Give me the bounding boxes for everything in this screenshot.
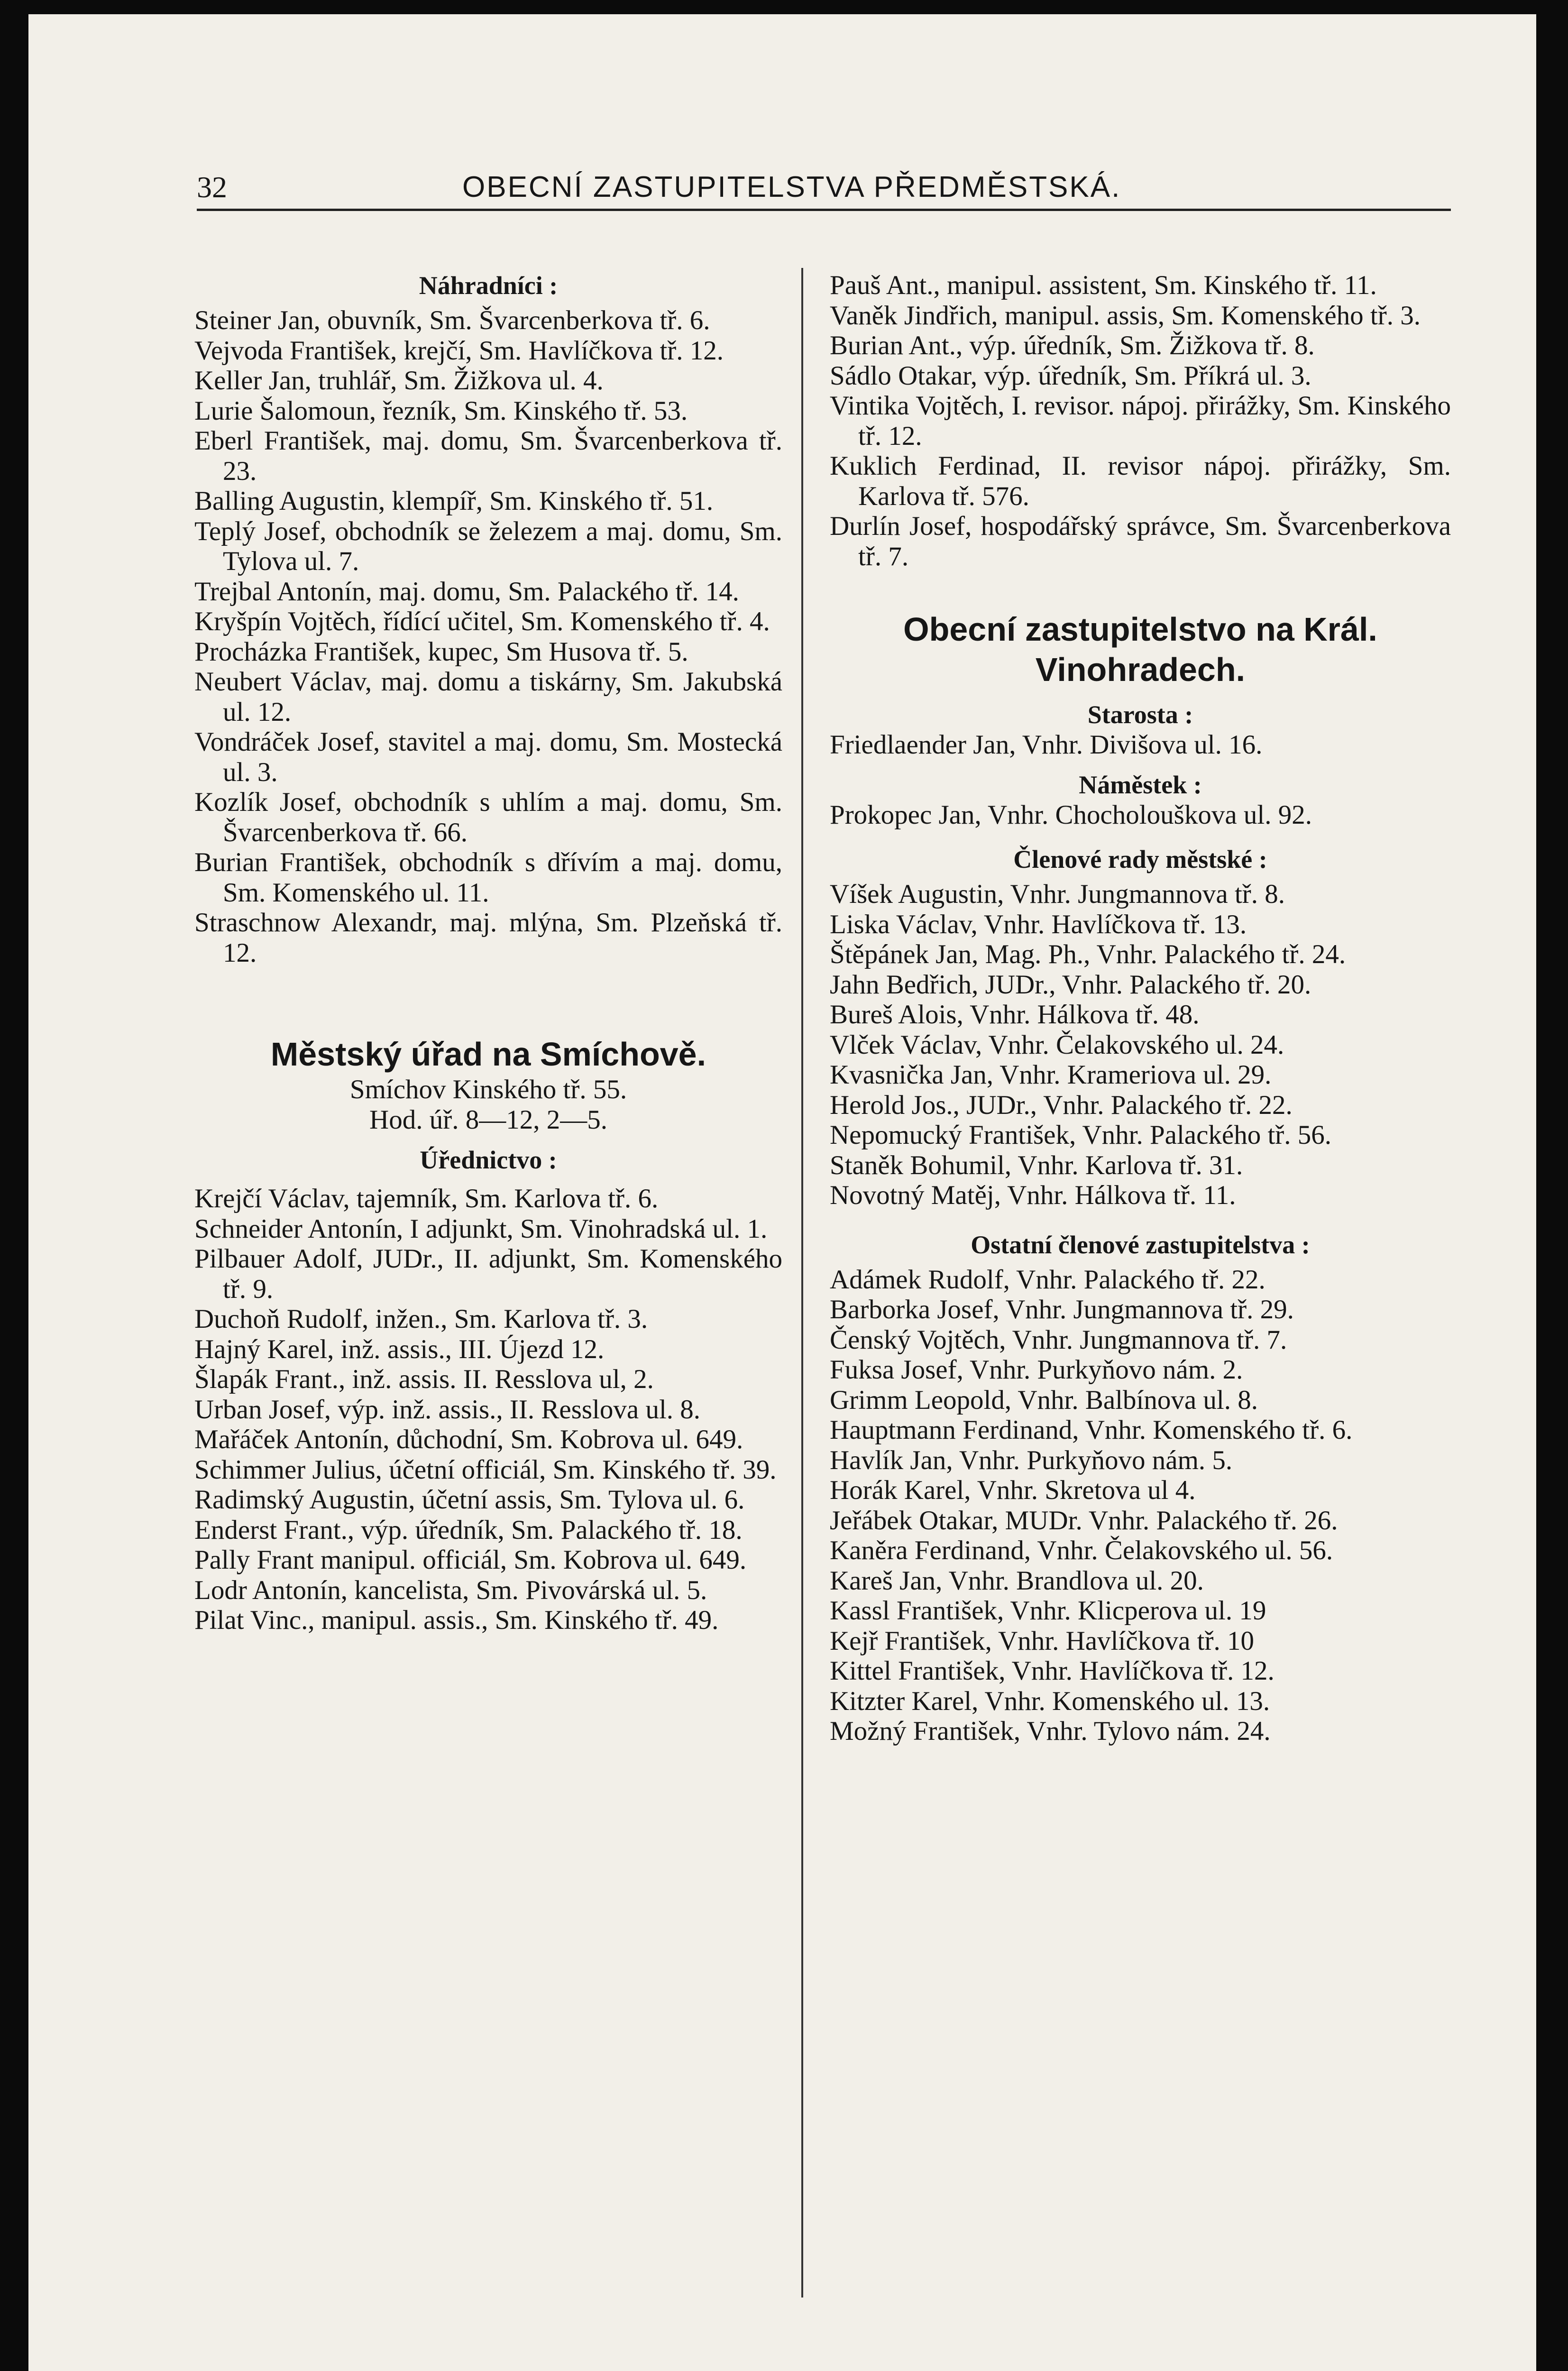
list-item: Kozlík Josef, obchodník s uhlím a maj. domu, Sm. Švarcenberkova tř. 66. xyxy=(194,787,782,847)
list-item: Procházka František, kupec, Sm Husova tř. 5. xyxy=(194,636,688,667)
list-item: Kitzter Karel, Vnhr. Komenského ul. 13. xyxy=(830,1686,1270,1716)
list-item: Steiner Jan, obuvník, Sm. Švarcenberkova tř. 6. xyxy=(194,305,710,335)
list-item: Pilat Vinc., manipul. assis., Sm. Kinského tř. 49. xyxy=(194,1605,719,1635)
list-item: Eberl František, maj. domu, Sm. Švarcenberkova tř. 23. xyxy=(194,426,782,486)
list-item: Urban Josef, výp. inž. assis., II. Resslova ul. 8. xyxy=(194,1394,701,1424)
list-item: Kassl František, Vnhr. Klicperova ul. 19 xyxy=(830,1596,1266,1626)
right-column xyxy=(830,270,1451,1746)
list-item: Havlík Jan, Vnhr. Purkyňovo nám. 5. xyxy=(830,1445,1233,1475)
document-page xyxy=(28,14,1536,2371)
members-list xyxy=(830,1265,1451,1746)
list-item: Jahn Bedřich, JUDr., Vnhr. Palackého tř. 20. xyxy=(830,969,1311,1000)
substitutes-list xyxy=(194,305,782,968)
list-item: Neubert Václav, maj. domu a tiskárny, Sm. Jakubská ul. 12. xyxy=(194,667,782,727)
list-item: Novotný Matěj, Vnhr. Hálkova tř. 11. xyxy=(830,1180,1236,1210)
running-title: OBECNÍ ZASTUPITELSTVA PŘEDMĚSTSKÁ. xyxy=(462,171,1121,203)
office-address: Smíchov Kinského tř. 55. xyxy=(349,1075,627,1104)
list-item: Pilbauer Adolf, JUDr., II. adjunkt, Sm. Komenského tř. 9. xyxy=(194,1244,782,1304)
list-item: Enderst Frant., výp. úředník, Sm. Palackého tř. 18. xyxy=(194,1515,743,1545)
list-item: Bureš Alois, Vnhr. Hálkova tř. 48. xyxy=(830,1000,1200,1029)
substitutes-heading: Náhradníci : xyxy=(419,271,558,300)
column-divider xyxy=(801,268,803,2297)
list-item: Šlapák Frant., inž. assis. II. Resslova ul, 2. xyxy=(194,1364,654,1394)
list-item: Trejbal Antonín, maj. domu, Sm. Palackého tř. 14. xyxy=(194,576,739,607)
list-item: Kaněra Ferdinand, Vnhr. Čelakovského ul. 56. xyxy=(830,1535,1333,1565)
list-item: Hajný Karel, inž. assis., III. Újezd 12. xyxy=(194,1334,605,1364)
list-item: Vintika Vojtěch, I. revisor. nápoj. přirážky, Sm. Kinského tř. 12. xyxy=(830,391,1451,451)
list-item: Balling Augustin, klempíř, Sm. Kinského tř. 51. xyxy=(194,486,714,516)
list-item: Duchoň Rudolf, inžen., Sm. Karlova tř. 3. xyxy=(194,1304,648,1334)
council-heading: Obecní zastupitelstvo na Král. Vinohradech. xyxy=(903,611,1377,688)
staff-list xyxy=(194,1184,782,1636)
list-item: Straschnow Alexandr, maj. mlýna, Sm. Plzeňská tř. 12. xyxy=(194,908,782,968)
list-item: Staněk Bohumil, Vnhr. Karlova tř. 31. xyxy=(830,1150,1243,1180)
board-list xyxy=(830,879,1451,1211)
list-item: Schneider Antonín, I adjunkt, Sm. Vinohradská ul. 1. xyxy=(194,1213,768,1244)
list-item: Fuksa Josef, Vnhr. Purkyňovo nám. 2. xyxy=(830,1355,1243,1385)
mayor-heading: Starosta : xyxy=(1087,700,1193,729)
deputy-heading: Náměstek : xyxy=(1079,770,1202,799)
list-item: Kuklich Ferdinad, II. revisor nápoj. přirážky, Sm. Karlova tř. 576. xyxy=(830,451,1451,511)
board-heading: Členové rady městské : xyxy=(1013,845,1267,873)
list-item: Vlček Václav, Vnhr. Čelakovského ul. 24. xyxy=(830,1029,1284,1060)
list-item: Kryšpín Vojtěch, řídící učitel, Sm. Komenského tř. 4. xyxy=(194,607,770,636)
list-item: Horák Karel, Vnhr. Skretova ul 4. xyxy=(830,1475,1196,1505)
list-item: Štěpánek Jan, Mag. Ph., Vnhr. Palackého tř. 24. xyxy=(830,939,1346,969)
list-item: Vejvoda František, krejčí, Sm. Havlíčkova tř. 12. xyxy=(194,335,724,366)
page-number: 32 xyxy=(197,170,227,204)
list-item: Pauš Ant., manipul. assistent, Sm. Kinského tř. 11. xyxy=(830,270,1377,300)
list-item: Čenský Vojtěch, Vnhr. Jungmannova tř. 7. xyxy=(830,1324,1287,1355)
staff-heading: Úřednictvo : xyxy=(420,1146,557,1174)
continued-staff-list xyxy=(830,270,1451,571)
list-item: Kareš Jan, Vnhr. Brandlova ul. 20. xyxy=(830,1565,1204,1596)
list-item: Adámek Rudolf, Vnhr. Palackého tř. 22. xyxy=(830,1264,1265,1295)
list-item: Pally Frant manipul. officiál, Sm. Kobrova ul. 649. xyxy=(194,1545,747,1575)
list-item: Herold Jos., JUDr., Vnhr. Palackého tř. 22. xyxy=(830,1090,1293,1120)
list-item: Kvasnička Jan, Vnhr. Krameriova ul. 29. xyxy=(830,1060,1272,1090)
list-item: Víšek Augustin, Vnhr. Jungmannova tř. 8. xyxy=(830,879,1285,909)
list-item: Durlín Josef, hospodářský správce, Sm. Švarcenberkova tř. 7. xyxy=(830,511,1451,571)
list-item: Burian Ant., výp. úředník, Sm. Žižkova tř. 8. xyxy=(830,331,1315,360)
list-item: Kejř František, Vnhr. Havlíčkova tř. 10 xyxy=(830,1626,1254,1656)
members-heading: Ostatní členové zastupitelstva : xyxy=(971,1230,1310,1259)
list-item: Vondráček Josef, stavitel a maj. domu, Sm. Mostecká ul. 3. xyxy=(194,727,782,787)
list-item: Sádlo Otakar, výp. úředník, Sm. Příkrá ul. 3. xyxy=(830,360,1311,391)
list-item: Burian František, obchodník s dřívím a maj. domu, Sm. Komenského ul. 11. xyxy=(194,847,782,908)
list-item: Kittel František, Vnhr. Havlíčkova tř. 12. xyxy=(830,1656,1275,1686)
list-item: Radimský Augustin, účetní assis, Sm. Tylova ul. 6. xyxy=(194,1485,745,1515)
list-item: Barborka Josef, Vnhr. Jungmannova tř. 29. xyxy=(830,1295,1294,1324)
deputy-entry: Prokopec Jan, Vnhr. Chocholouškova ul. 92. xyxy=(830,800,1312,830)
list-item: Grimm Leopold, Vnhr. Balbínova ul. 8. xyxy=(830,1385,1258,1415)
list-item: Schimmer Julius, účetní officiál, Sm. Kinského tř. 39. xyxy=(194,1454,777,1485)
list-item: Jeřábek Otakar, MUDr. Vnhr. Palackého tř. 26. xyxy=(830,1505,1338,1535)
office-heading: Městský úřad na Smíchově. xyxy=(270,1036,706,1073)
list-item: Krejčí Václav, tajemník, Sm. Karlova tř. 6. xyxy=(194,1184,659,1213)
list-item: Liska Václav, Vnhr. Havlíčkova tř. 13. xyxy=(830,909,1247,939)
list-item: Hauptmann Ferdinand, Vnhr. Komenského tř. 6. xyxy=(830,1415,1353,1445)
list-item: Keller Jan, truhlář, Sm. Žižkova ul. 4. xyxy=(194,366,604,395)
list-item: Vaněk Jindřich, manipul. assis, Sm. Komenského tř. 3. xyxy=(830,300,1421,331)
office-hours: Hod. úř. 8—12, 2—5. xyxy=(369,1105,607,1135)
list-item: Lurie Šalomoun, řezník, Sm. Kinského tř. 53. xyxy=(194,395,688,426)
list-item: Možný František, Vnhr. Tylovo nám. 24. xyxy=(830,1716,1271,1746)
list-item: Teplý Josef, obchodník se železem a maj. domu, Sm. Tylova ul. 7. xyxy=(194,516,782,576)
left-column xyxy=(194,270,782,1636)
page-header xyxy=(197,166,1451,211)
list-item: Mařáček Antonín, důchodní, Sm. Kobrova ul. 649. xyxy=(194,1424,743,1454)
mayor-entry: Friedlaender Jan, Vnhr. Divišova ul. 16. xyxy=(830,730,1263,760)
list-item: Nepomucký František, Vnhr. Palackého tř. 56. xyxy=(830,1120,1332,1150)
list-item: Lodr Antonín, kancelista, Sm. Pivovárská ul. 5. xyxy=(194,1575,707,1605)
